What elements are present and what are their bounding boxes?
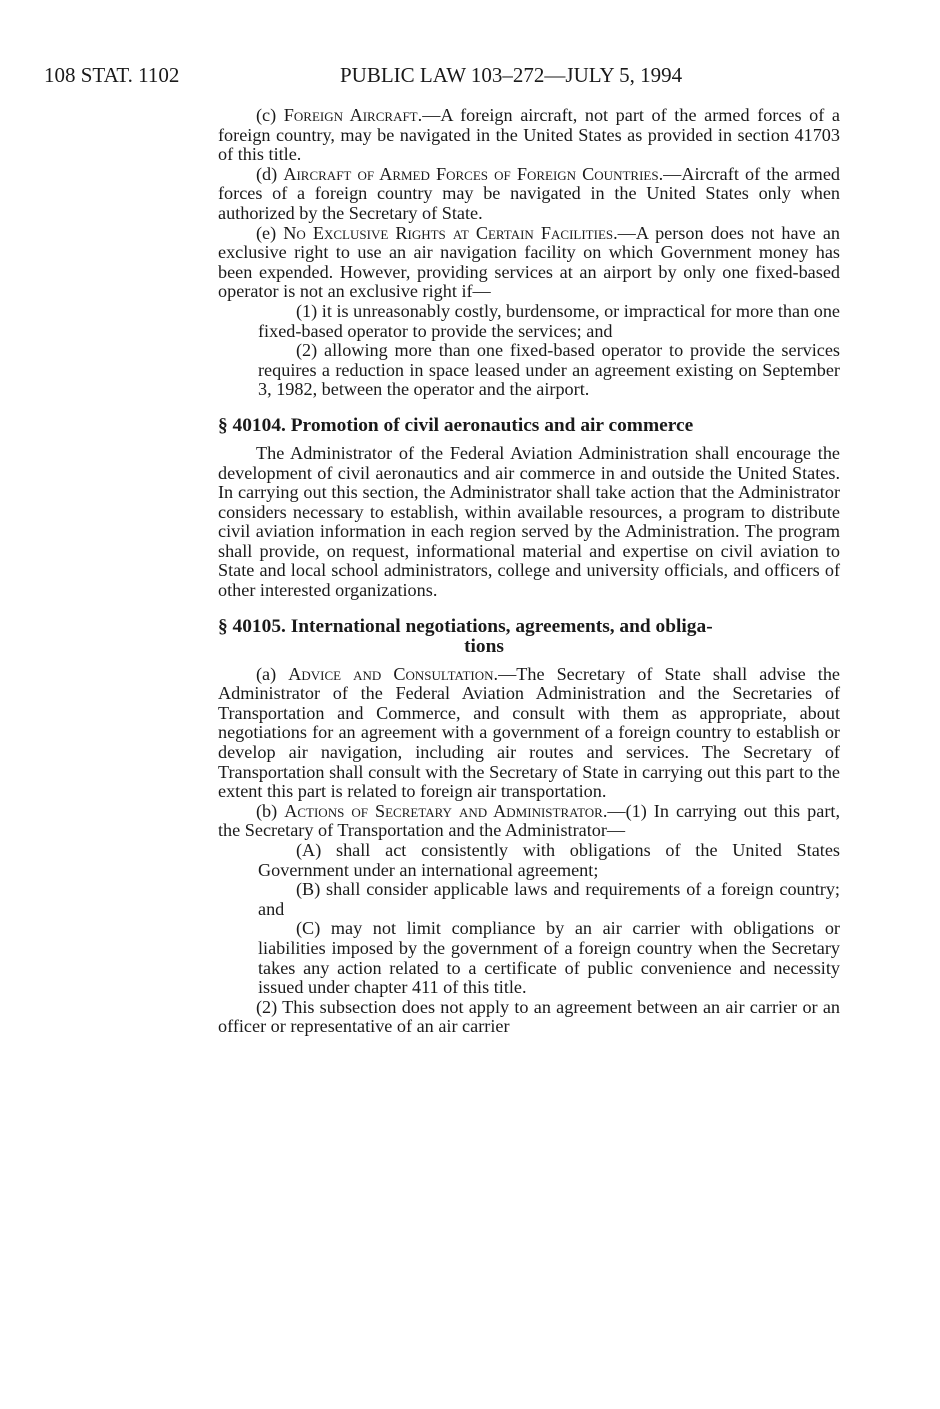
body-text [218,106,840,1037]
paragraph-e1: (1) it is unreasonably costly, burdensome, or impractical for more than one fixed-based operator to provide the services; and [258,300,840,341]
clause-b-C: (C) may not limit compliance by an air carrier with obligations or liabilities imposed by the government of a foreign country when the Secretary takes any action related to a certificate of public convenience and necessity issued under chapter 411 of this title. [258,918,840,998]
paragraph-b2: (2) This subsection does not apply to an agreement between an air carrier or an officer or representative of an air carrier [218,996,840,1037]
subsection-heading: Actions of Secretary and Administrator. [284,800,608,821]
subsection-heading: Foreign Aircraft. [283,105,423,125]
public-law-title: PUBLIC LAW 103–272—JULY 5, 1994 [340,63,683,87]
subsection-c: (c) Foreign Aircraft.—A foreign aircraft, not part of the armed forces of a foreign country, may be navigated in the United States as provided in section 41703 of this title. [218,105,840,165]
subsection-heading: No Exclusive Rights at Certain Facilities. [283,222,618,243]
section-40105-heading [218,617,840,657]
subsection-d: (d) Aircraft of Armed Forces of Foreign Countries.—Aircraft of the armed forces of a foreign country may be navigated in the United States only when authorized by the Secretary of State. [218,163,840,223]
subsection-heading: Advice and Consultation. [288,663,499,684]
statute-citation: 108 STAT. 1102 [44,63,180,87]
subsection-a: (a) Advice and Consultation.—The Secretary of State shall advise the Administrator of the Federal Aviation Administration and the Secretaries of Transportation and Commerce, and consult with them as appropriate, about negotiations for an agreement with a government of a foreign country to establish or develop air navigation, including air routes and services. The Secretary of Transportation shall consult with the Secretary of State in carrying out this part to the extent this part is related to foreign air transportation. [218,663,841,802]
subsection-b: (b) Actions of Secretary and Administrator.—(1) In carrying out this part, the Secretary of Transportation and the Administrator— [218,800,840,841]
section-heading-line: § 40105. International negotiations, agreements, and obliga- [218,615,713,637]
clause-b-A: (A) shall act consistently with obligations of the United States Government under an international agreement; [258,840,840,880]
section-heading-continuation: tions [464,635,504,657]
subsection-e: (e) No Exclusive Rights at Certain Facilities.—A person does not have an exclusive right to use an air navigation facility on which Government money has been expended. However, providing services at an airport by only one fixed-based operator is not an exclusive right if— [218,222,841,302]
paragraph-e2: (2) allowing more than one fixed-based operator to provide the services requires a reduction in space leased under an agreement existing on September 3, 1982, between the operator and the airport. [258,340,840,400]
subsection-heading: Aircraft of Armed Forces of Foreign Countries. [283,163,664,184]
section-40104-heading: § 40104. Promotion of civil aeronautics and air commerce [218,414,694,436]
clause-b-B: (B) shall consider applicable laws and requirements of a foreign country; and [258,879,840,919]
section-40104-text: The Administrator of the Federal Aviation Administration shall encourage the development of civil aeronautics and air commerce in and outside the United States. In carrying out this section, the Administrator shall take action that the Administrator considers necessary to establish, within available resources, a program to distribute civil aviation information in each region served by the Administration. The program shall provide, on request, informational material and expertise on civil aviation to State and local school administrators, college and university officials, and officers of other interested organizations. [218,442,840,601]
running-header [44,60,880,90]
